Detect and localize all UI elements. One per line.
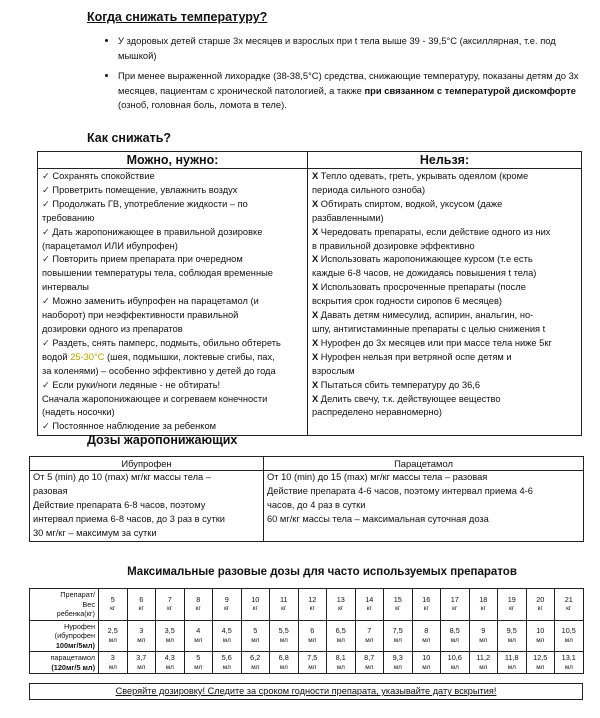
paracetamol-cell-unit: мл	[393, 663, 402, 671]
paracetamol-cell-unit: мл	[222, 663, 231, 671]
can-item-line: за коленями) – особенно эффективно у детей до года	[42, 365, 276, 376]
cannot-item-line: Х Нурофен до 3х месяцев или при массе тела ниже 5кг	[312, 337, 552, 348]
cannot-item-mark: Х	[312, 171, 319, 181]
paracetamol-cell-unit: мл	[450, 663, 459, 671]
nurofen-cell-value: 9	[481, 626, 486, 636]
weight-cell-value: 8	[196, 594, 201, 604]
bullet-item	[118, 34, 588, 63]
nurofen-cell-value: 6	[310, 626, 315, 636]
can-item-line: ✓ Продолжать ГВ, употребление жидкости – по	[42, 198, 248, 209]
paracetamol-cell-value: 5,6	[221, 653, 232, 662]
paracetamol-cell-value: 11,8	[504, 653, 519, 662]
weight-cell-unit: кг	[509, 605, 515, 613]
weight-cell	[327, 589, 356, 621]
weight-cell	[412, 589, 441, 621]
cannot-item-line: Х Использовать просроченные препараты (после	[312, 282, 526, 293]
weight-label-line: Вес	[82, 599, 95, 609]
weight-cell-unit: кг	[309, 605, 315, 613]
cannot-item-line: Х Использовать жаропонижающее курсом (т.е есть	[312, 254, 533, 265]
can-item-mark: ✓	[42, 198, 50, 209]
nurofen-cell	[156, 620, 185, 652]
weight-cell	[526, 589, 555, 621]
paracetamol-cell-unit: мл	[308, 663, 317, 671]
paracetamol-cell	[241, 652, 270, 674]
paracetamol-cell	[127, 652, 156, 674]
paracetamol-cell-value: 10,6	[447, 653, 462, 662]
paracetamol-cell	[355, 652, 384, 674]
paracetamol-cell-value: 13,1	[561, 653, 576, 662]
nurofen-cell-value: 5,5	[278, 626, 289, 636]
nurofen-cell	[327, 620, 356, 652]
paracetamol-cell-unit: мл	[279, 663, 288, 671]
nurofen-label-line: (ибупрофен	[54, 631, 95, 640]
nurofen-cell-value: 8	[424, 626, 429, 636]
can-item-mark: ✓	[42, 421, 50, 432]
paracetamol-cell-unit: мл	[165, 663, 174, 671]
weight-cell	[127, 589, 156, 621]
weight-cell-value: 20	[536, 594, 545, 604]
nurofen-cell	[99, 620, 128, 652]
nurofen-cell	[184, 620, 213, 652]
nurofen-cell	[127, 620, 156, 652]
nurofen-cell-unit: мл	[251, 636, 260, 644]
paracetamol-line: От 10 (min) до 15 (max) мг/кг массы тела – разовая	[267, 472, 488, 482]
section-title-doses: Дозы жаропонижающих	[87, 433, 238, 447]
bullet-text: У здоровых детей старше 3х месяцев и взрослых при t тела выше 39 - 39,5°С (аксиллярная, т.е. под мышкой)	[118, 35, 556, 61]
can-item-mark: ✓	[42, 184, 50, 195]
nurofen-cell-unit: мл	[308, 636, 317, 644]
cannot-item-line: каждые 6-8 часов, не дожидаясь повышения t тела)	[312, 268, 537, 279]
cannot-item-line: шпу, антигистаминные препараты с целью снижения t	[312, 323, 546, 334]
nurofen-cell-value: 9,5	[506, 626, 517, 636]
cannot-item-mark: Х	[312, 254, 319, 265]
nurofen-cell	[412, 620, 441, 652]
weight-cell-unit: кг	[252, 605, 258, 613]
nurofen-cell-unit: мл	[479, 636, 488, 644]
nurofen-cell-value: 10,5	[561, 626, 576, 636]
bullet-text: При менее выраженной лихорадке (38-38,5°С) средства, снижающие температуру, показаны детям до 3х месяцев, пациентам с хронической патологией, а также	[118, 70, 579, 96]
paracetamol-cell-unit: мл	[194, 663, 203, 671]
weight-cell	[184, 589, 213, 621]
can-item-mark: ✓	[42, 226, 50, 237]
weight-cell	[384, 589, 413, 621]
weight-label	[30, 589, 99, 621]
cannot-item-line: вскрытия срок годности сиропов 6 месяцев)	[312, 296, 503, 307]
can-header: Можно, нужно:	[38, 152, 308, 169]
nurofen-cell-unit: мл	[137, 636, 146, 644]
weight-cell-unit: кг	[338, 605, 344, 613]
can-item-line: дозировки одного из препаратов	[42, 323, 183, 334]
can-item-mark: ✓	[42, 254, 50, 265]
can-item-line: ✓ Можно заменить ибупрофен на парацетамол (и	[42, 296, 259, 307]
nurofen-cell-unit: мл	[536, 636, 545, 644]
weight-cell	[99, 589, 128, 621]
paracetamol-cell-value: 8,1	[335, 653, 346, 662]
weight-cell-value: 21	[564, 594, 573, 604]
section-title-how: Как снижать?	[87, 131, 172, 145]
paracetamol-cell-value: 8,7	[364, 653, 375, 662]
paracetamol-cell	[441, 652, 470, 674]
nurofen-cell-value: 7	[367, 626, 372, 636]
nurofen-cell-value: 10	[536, 626, 545, 636]
paracetamol-header: Парацетамол	[264, 457, 584, 471]
paracetamol-cell-unit: мл	[422, 663, 431, 671]
nurofen-cell	[270, 620, 299, 652]
cannot-item-line: Х Делить свечу, т.к. действующее вещество	[312, 393, 501, 404]
weight-cell-value: 10	[251, 594, 260, 604]
nurofen-cell-value: 5	[253, 626, 258, 636]
nurofen-cell-value: 6,5	[335, 626, 346, 636]
footer-warning: Сверяйте дозировку! Следите за сроком годности препарата, указывайте дату вскрытия!	[29, 683, 583, 700]
nurofen-cell	[241, 620, 270, 652]
paracetamol-line: 60 мг/кг массы тела – максимальная суточная доза	[267, 513, 489, 524]
paracetamol-cell-unit: мл	[536, 663, 545, 671]
cannot-column	[308, 169, 582, 436]
paracetamol-cell-value: 7,5	[307, 653, 318, 662]
weight-cell-unit: кг	[138, 605, 144, 613]
cannot-item-line: распределено неравномерно)	[312, 407, 442, 418]
cannot-item-line: разбавленными)	[312, 212, 384, 223]
can-cannot-table	[37, 151, 582, 436]
paracetamol-cell	[270, 652, 299, 674]
paracetamol-cell-value: 6,2	[250, 653, 261, 662]
cannot-item-line: Х Чередовать препараты, если действие одного из них	[312, 226, 551, 237]
nurofen-label-line: Нурофен	[63, 621, 95, 631]
can-item-line: ✓ Повторить прием препарата при очередном	[42, 254, 243, 265]
paracetamol-cell	[469, 652, 498, 674]
nurofen-cell-unit: мл	[194, 636, 203, 644]
weight-cell-unit: кг	[423, 605, 429, 613]
weight-cell-value: 5	[110, 594, 115, 604]
paracetamol-cell-unit: мл	[251, 663, 260, 671]
paracetamol-cell	[384, 652, 413, 674]
paracetamol-cell-unit: мл	[479, 663, 488, 671]
weight-cell	[270, 589, 299, 621]
bullet-item	[118, 69, 588, 113]
weight-cell-value: 18	[479, 594, 488, 604]
nurofen-label-line: 100мг/5мл)	[55, 640, 95, 650]
nurofen-cell-value: 8,5	[449, 626, 460, 636]
ibuprofen-cell	[30, 471, 264, 542]
paracetamol-cell	[412, 652, 441, 674]
paracetamol-row	[30, 652, 584, 674]
cannot-item-mark: Х	[312, 310, 319, 321]
nurofen-label	[30, 620, 99, 652]
paracetamol-cell-unit: мл	[137, 663, 146, 671]
can-column	[38, 169, 308, 436]
weight-cell	[469, 589, 498, 621]
bullet-bold-text: при связанном с температурой дискомфорте	[364, 84, 576, 96]
paracetamol-cell	[298, 652, 327, 674]
nurofen-cell	[384, 620, 413, 652]
cannot-item-mark: Х	[312, 393, 319, 404]
nurofen-cell	[355, 620, 384, 652]
weight-cell-unit: кг	[167, 605, 173, 613]
paracetamol-label-line: парацетамол	[50, 653, 95, 662]
weight-cell	[355, 589, 384, 621]
cannot-item-mark: Х	[312, 282, 319, 293]
nurofen-cell-unit: мл	[564, 636, 573, 644]
cannot-item-line: Х Тепло одевать, греть, укрывать одеялом (кроме	[312, 171, 529, 181]
weight-cell	[156, 589, 185, 621]
section-title-when: Когда снижать температуру?	[87, 10, 268, 24]
paracetamol-cell-value: 4,3	[164, 653, 175, 662]
can-item-mark: ✓	[42, 379, 50, 390]
can-item-line: ✓ Сохранять спокойствие	[42, 171, 155, 181]
paracetamol-cell-value: 12,5	[533, 653, 548, 662]
nurofen-cell	[555, 620, 584, 652]
can-item-mark: ✓	[42, 171, 50, 181]
weight-cell-unit: кг	[110, 605, 116, 613]
paracetamol-cell-unit: мл	[365, 663, 374, 671]
weight-cell	[298, 589, 327, 621]
paracetamol-line: Действие препарата 4-6 часов, поэтому интервал приема 4-6	[267, 485, 533, 496]
can-item-line: интервалы	[42, 282, 89, 293]
weight-cell-value: 6	[139, 594, 144, 604]
cannot-item-line: Х Нурофен нельзя при ветряной оспе детям и	[312, 351, 512, 362]
bullet-tail-text: (озноб, головная боль, ломота в теле).	[118, 99, 287, 111]
ibuprofen-line: От 5 (min) до 10 (max) мг/кг массы тела –	[33, 472, 211, 482]
nurofen-cell-value: 3	[139, 626, 144, 636]
paracetamol-cell-value: 10	[422, 653, 431, 662]
nurofen-cell	[441, 620, 470, 652]
weight-cell-value: 13	[336, 594, 345, 604]
cannot-item-line: Х Обтирать спиртом, водкой, уксусом (даже	[312, 198, 503, 209]
nurofen-cell	[526, 620, 555, 652]
section-title-max-doses: Максимальные разовые дозы для часто используемых препаратов	[127, 566, 517, 578]
weight-cell-unit: кг	[224, 605, 230, 613]
nurofen-row	[30, 620, 584, 652]
nurofen-cell-unit: мл	[365, 636, 374, 644]
paracetamol-cell	[498, 652, 527, 674]
can-item-line: требованию	[42, 212, 95, 223]
cannot-item-line: в правильной дозировке эффективно	[312, 240, 475, 251]
can-item-line: ✓ Если руки/ноги ледяные - не обтирать!	[42, 379, 221, 390]
doses-table	[29, 456, 584, 542]
ibuprofen-line: 30 мг/кг – максимум за сутки	[33, 527, 157, 538]
weight-cell-unit: кг	[452, 605, 458, 613]
cannot-item-mark: Х	[312, 337, 319, 348]
paracetamol-line: часов, до 4 раз в сутки	[267, 499, 366, 510]
paracetamol-cell	[184, 652, 213, 674]
weight-cell-unit: кг	[480, 605, 486, 613]
paracetamol-cell	[526, 652, 555, 674]
nurofen-cell	[469, 620, 498, 652]
weight-cell	[241, 589, 270, 621]
nurofen-cell-value: 7,5	[392, 626, 403, 636]
nurofen-cell-value: 2,5	[107, 626, 118, 636]
weight-cell-unit: кг	[281, 605, 287, 613]
paracetamol-cell	[264, 471, 584, 542]
paracetamol-cell	[213, 652, 242, 674]
weight-cell-value: 15	[393, 594, 402, 604]
paracetamol-cell-value: 3	[110, 653, 115, 662]
weight-cell-value: 17	[450, 594, 459, 604]
can-item-mark: ✓	[42, 337, 50, 348]
nurofen-cell	[498, 620, 527, 652]
cannot-item-line: периода сильного озноба)	[312, 184, 426, 195]
nurofen-cell-unit: мл	[336, 636, 345, 644]
nurofen-cell-value: 4,5	[221, 626, 232, 636]
nurofen-cell-unit: мл	[279, 636, 288, 644]
can-item-line: ✓ Раздеть, снять памперс, подмыть, обильно обтереть	[42, 337, 281, 348]
can-item-line: (надеть носочки)	[42, 407, 115, 418]
nurofen-cell	[213, 620, 242, 652]
cannot-header: Нельзя:	[308, 152, 582, 169]
max-dose-table	[29, 588, 584, 674]
paracetamol-cell-value: 3,7	[136, 653, 147, 662]
can-item-line: (парацетамол ИЛИ ибупрофен)	[42, 240, 178, 251]
weight-cell-value: 9	[224, 594, 229, 604]
paracetamol-label-line: (120мг/5 мл)	[51, 662, 95, 672]
paracetamol-cell	[555, 652, 584, 674]
paracetamol-label	[30, 652, 99, 674]
can-item-line: ✓ Проветрить помещение, увлажнить воздух	[42, 184, 238, 195]
can-item-line: наоборот) при неэффективности правильной	[42, 310, 239, 321]
ibuprofen-line: разовая	[33, 485, 68, 496]
weight-row	[30, 589, 584, 621]
cannot-item-line: Х Давать детям нимесулид, аспирин, анальгин, но-	[312, 310, 534, 321]
weight-cell-unit: кг	[195, 605, 201, 613]
paracetamol-cell-value: 5	[196, 653, 201, 662]
weight-cell-unit: кг	[395, 605, 401, 613]
weight-cell-unit: кг	[566, 605, 572, 613]
nurofen-cell-unit: мл	[450, 636, 459, 644]
paracetamol-cell-value: 6,8	[278, 653, 289, 662]
weight-cell-value: 16	[422, 594, 431, 604]
temperature-highlight: 25-30°С	[70, 351, 105, 362]
cannot-item-mark: Х	[312, 351, 319, 362]
nurofen-cell-unit: мл	[165, 636, 174, 644]
weight-cell-value: 11	[279, 594, 288, 604]
paracetamol-cell	[156, 652, 185, 674]
weight-cell	[555, 589, 584, 621]
paracetamol-cell-unit: мл	[336, 663, 345, 671]
weight-cell-value: 19	[507, 594, 516, 604]
nurofen-cell	[298, 620, 327, 652]
paracetamol-cell-unit: мл	[564, 663, 573, 671]
bullet-list	[78, 34, 588, 119]
nurofen-cell-unit: мл	[393, 636, 402, 644]
cannot-item-mark: Х	[312, 379, 319, 390]
weight-cell	[441, 589, 470, 621]
paracetamol-cell	[327, 652, 356, 674]
cannot-item-line: Х Пытаться сбить температуру до 36,6	[312, 379, 481, 390]
nurofen-cell-unit: мл	[108, 636, 117, 644]
weight-cell-value: 14	[365, 594, 374, 604]
can-item-line: ✓ Постоянное наблюдение за ребенком	[42, 421, 217, 432]
weight-cell	[498, 589, 527, 621]
weight-cell	[213, 589, 242, 621]
cannot-item-mark: Х	[312, 226, 319, 237]
can-item-line: водой 25-30°С (шея, подмышки, локтевые сгибы, пах,	[42, 351, 275, 362]
weight-label-line: Препарат/	[60, 590, 95, 599]
cannot-item-mark: Х	[312, 198, 319, 209]
paracetamol-cell-unit: мл	[507, 663, 516, 671]
can-item-mark: ✓	[42, 296, 50, 307]
can-item-line: Сначала жаропонижающее и согреваем конечности	[42, 393, 268, 404]
ibuprofen-line: Действие препарата 6-8 часов, поэтому	[33, 499, 206, 510]
paracetamol-cell-unit: мл	[108, 663, 117, 671]
can-item-line: повышении температуры тела, соблюдая временные	[42, 268, 273, 279]
weight-cell-value: 7	[167, 594, 172, 604]
nurofen-cell-value: 3,5	[164, 626, 175, 636]
nurofen-cell-unit: мл	[422, 636, 431, 644]
paracetamol-cell	[99, 652, 128, 674]
ibuprofen-header: Ибупрофен	[30, 457, 264, 471]
paracetamol-cell-value: 11,2	[476, 653, 491, 662]
cannot-item-line: взрослым	[312, 365, 355, 376]
weight-cell-unit: кг	[366, 605, 372, 613]
weight-label-line: ребенка(кг)	[56, 609, 95, 618]
nurofen-cell-unit: мл	[507, 636, 516, 644]
weight-cell-unit: кг	[537, 605, 543, 613]
weight-cell-value: 12	[308, 594, 317, 604]
ibuprofen-line: интервал приема 6-8 часов, до 3 раз в сутки	[33, 513, 225, 524]
paracetamol-cell-value: 9,3	[392, 653, 403, 662]
nurofen-cell-value: 4	[196, 626, 201, 636]
nurofen-cell-unit: мл	[222, 636, 231, 644]
can-item-line: ✓ Дать жаропонижающее в правильной дозировке	[42, 226, 263, 237]
